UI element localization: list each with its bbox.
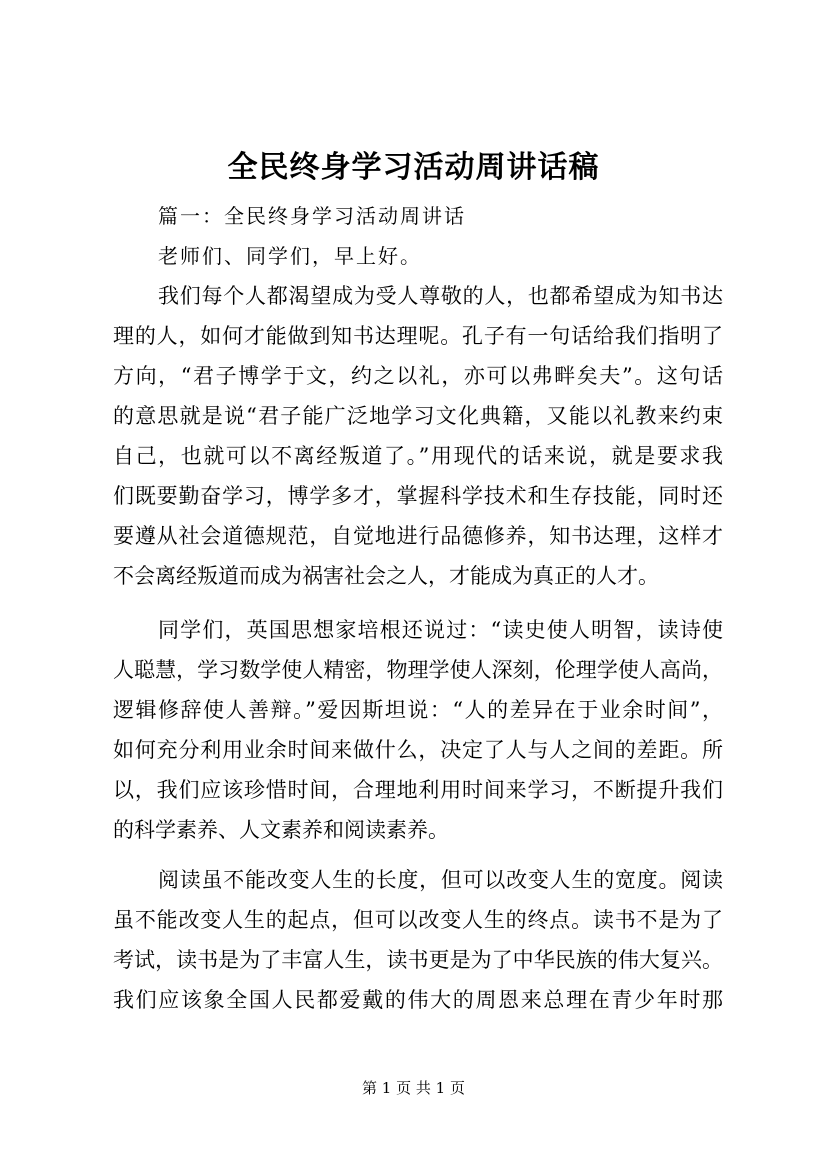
paragraph-line: 以，我们应该珍惜时间，合理地利用时间来学习，不断提升我们 xyxy=(113,778,723,802)
paragraph-line: 同学们，英国思想家培根还说过：“读史使人明智，读诗使 xyxy=(158,618,723,642)
paragraph-line: 我们应该象全国人民都爱戴的伟大的周恩来总理在青少年时那 xyxy=(113,988,723,1012)
paragraph-line: 我们每个人都渴望成为受人尊敬的人，也都希望成为知书达 xyxy=(158,284,723,308)
paragraph-line: 虽不能改变人生的起点，但可以改变人生的终点。读书不是为了 xyxy=(113,908,723,932)
greeting-line: 老师们、同学们，早上好。 xyxy=(158,244,422,268)
paragraph-line: 们既要勤奋学习，博学多才，掌握科学技术和生存技能，同时还 xyxy=(113,484,723,508)
paragraph-line: 逻辑修辞使人善辩。”爱因斯坦说：“人的差异在于业余时间”， xyxy=(113,698,723,722)
paragraph-line: 方向，“君子博学于文，约之以礼，亦可以弗畔矣夫”。这句话 xyxy=(113,364,723,388)
paragraph-line: 的科学素养、人文素养和阅读素养。 xyxy=(113,818,449,842)
paragraph-line: 要遵从社会道德规范，自觉地进行品德修养，知书达理，这样才 xyxy=(113,524,723,548)
section-heading: 篇一：全民终身学习活动周讲话 xyxy=(158,204,466,228)
paragraph-line: 自己，也就可以不离经叛道了。”用现代的话来说，就是要求我 xyxy=(113,444,723,468)
paragraph-line: 人聪慧，学习数学使人精密，物理学使人深刻，伦理学使人高尚， xyxy=(113,658,723,682)
paragraph-line: 阅读虽不能改变人生的长度，但可以改变人生的宽度。阅读 xyxy=(158,868,723,892)
paragraph-line: 的意思就是说“君子能广泛地学习文化典籍，又能以礼教来约束 xyxy=(113,404,723,428)
paragraph-line: 不会离经叛道而成为祸害社会之人，才能成为真正的人才。 xyxy=(113,564,659,588)
paragraph-line: 理的人，如何才能做到知书达理呢。孔子有一句话给我们指明了 xyxy=(113,324,723,348)
paragraph-line: 考试，读书是为了丰富人生，读书更是为了中华民族的伟大复兴。 xyxy=(113,948,723,972)
document-title: 全民终身学习活动周讲话稿 xyxy=(227,150,600,185)
paragraph-line: 如何充分利用业余时间来做什么，决定了人与人之间的差距。所 xyxy=(113,738,723,762)
page-footer: 第 1 页 共 1 页 xyxy=(362,1079,465,1097)
